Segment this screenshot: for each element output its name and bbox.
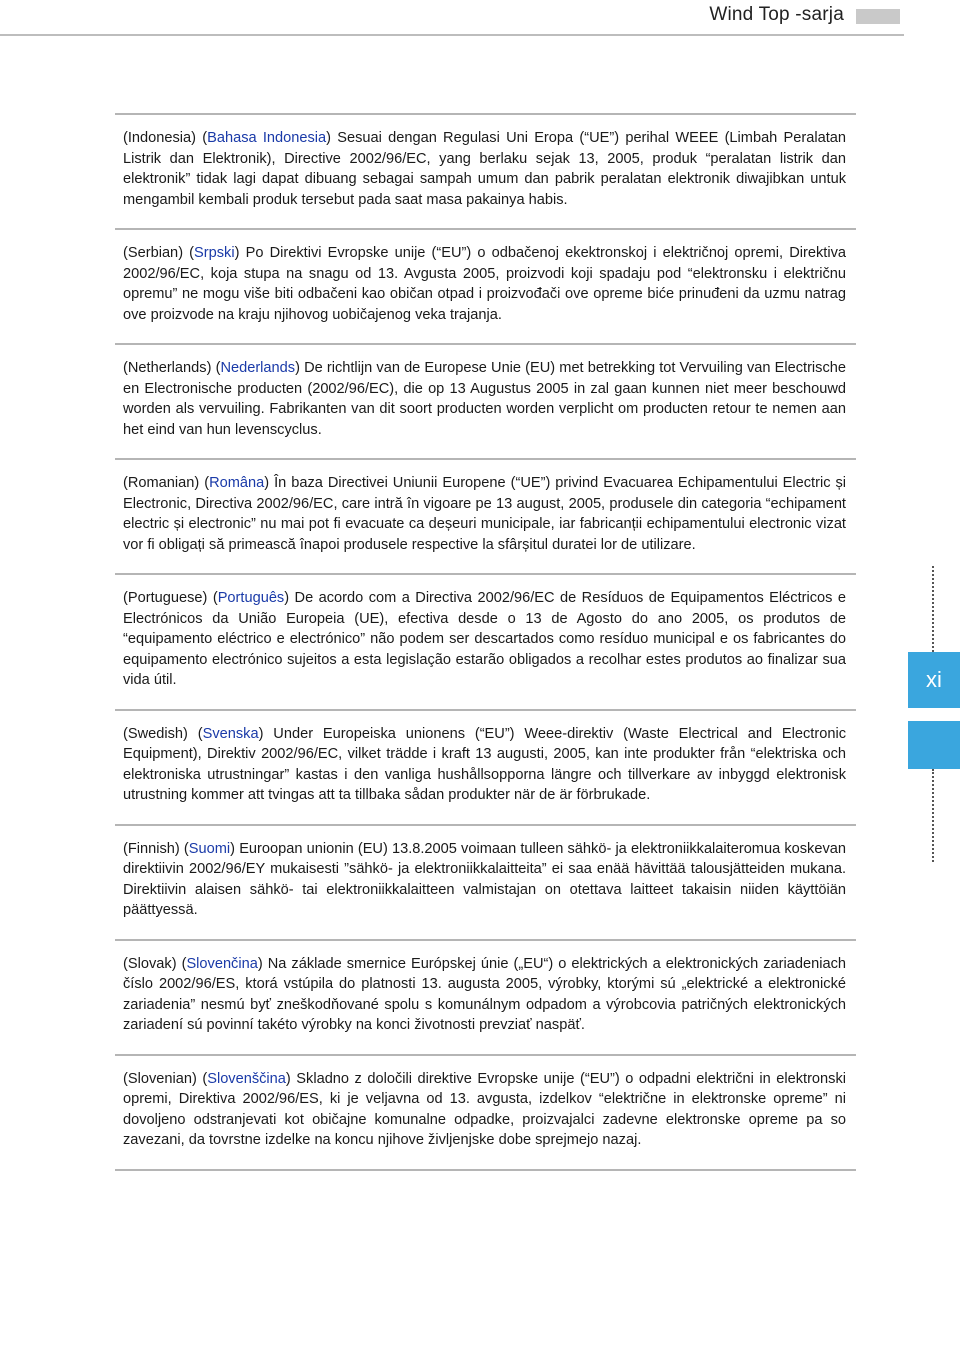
section-slovak [115,954,856,1036]
notice-text: Po Direktivi Evropske unije (“EU”) o odbačenoj ekektronskoj i električnoj opremi, Direktiva 2002/96/EC, koja stupa na snagu od 13. Avgusta 2005, proizvodi koji spadaju pod “elektronsku i električnu opremu” ne mogu više biti odbačeni kao običan otpad i proizvođači ove opreme biće prinuđeni da uzmu natrag ove proizvode na kraju njihovog uobičajenog veka trajanja. [123,245,846,323]
notice-paragraph: (Indonesia) (Bahasa Indonesia) Sesuai dengan Regulasi Uni Eropa (“UE”) perihal WEEE (Limbah Peralatan Listrik dan Elektronik), Directive 2002/96/EC, yang berlaku sejak 13, 2005, produk “peralatan listrik dan elektronik” tidak lagi dapat dibuang sebagai sampah umum dan pabrik peralatan elektronik diwajibkan untuk mengambil kembali produk tersebut pada saat masa pakainya habis. [123,130,847,208]
language-name: Serbian [127,245,179,261]
section-slovenian [115,1069,856,1151]
section-divider [115,573,856,575]
section-divider [115,458,856,460]
notice-text: De richtlijn van de Europese Unie (EU) met betrekking tot Vervuiling van Electrische en Electronische producten (2002/96/EC), die op 13 Augustus 2005 in zal gaan kunnen niet meer beschouwd worden als vervuiling. Fabrikanten van dit soort producten worden verplicht om producten retour te nemen aan het eind van hun levenscyclus. [123,360,846,438]
section-divider [115,709,856,711]
header-decoration-block [856,9,900,24]
language-name: Portuguese [127,590,203,606]
notice-text: În baza Directivei Uniunii Europene (“UE”) privind Evacuarea Echipamentului Electric și Electronic, Directiva 2002/96/EC, care intră în vigoare pe 13 august, 2005, produsele din categoria “echipament electric și electronic” nu mai pot fi evacuate ca deșeuri municipale, iar fabricanții echipamentului electronic vizat vor fi obligați să primească înapoi produsele respective la sfârșitul duratei lor de utilizare. [123,475,847,553]
notice-text: Sesuai dengan Regulasi Uni Eropa (“UE”) perihal WEEE (Limbah Peralatan Listrik dan Elektronik), Directive 2002/96/EC, yang berlaku sejak 13, 2005, produk “peralatan listrik dan elektronik” tidak lagi dapat dibuang sebagai sampah umum dan pabrik peralatan elektronik diwajibkan untuk mengambil kembali produk tersebut pada saat masa pakainya habis. [123,130,847,208]
language-name: Slovenian [127,1070,192,1087]
weee-notice-list [115,113,856,1171]
native-language-name: Suomi [188,840,231,857]
native-language-name: Slovenščina [207,1070,286,1087]
section-divider [115,939,856,941]
native-language-name: Português [217,590,285,606]
notice-paragraph: (Portuguese) (Português) De acordo com a Directiva 2002/96/EC de Resíduos de Equipamentos Eléctricos e Electrónicos da União Europeia (UE), efectiva desde o 13 de Agosto do ano 2005, os produtos de “equipamento eléctrico e electrónico” não podem ser descartados como resíduo municipal e os fabricantes do equipamento electrónico sujeitos a esta legislação estarão obligados a recolhar estes produtos ao finalizar sua vida útil. [123,590,846,688]
section-divider [115,228,856,230]
language-name: Romanian [127,475,195,491]
language-name: Slovak [127,955,172,972]
section-divider [115,1054,856,1056]
notice-paragraph: (Finnish) (Suomi) Euroopan unionin (EU) 13.8.2005 voimaan tulleen sähkö- ja elektroniikkalaiteromua koskevan direktiivin 2002/96/EY mukaisesti ”sähkö- ja elektroniikkalaitteita” ei saa enää hävittää talousjätteiden mukana. Direktiivin alaisen sähkö- tai elektroniikkalaitteen valmistajan on otettava laitteet takaisin niiden käyttöiän päättyessä. [123,840,846,918]
running-header-title: Wind Top -sarja [709,4,844,25]
dotted-rule [932,769,934,862]
header-rule [0,34,904,36]
notice-paragraph: (Serbian) (Srpski) Po Direktivi Evropske unije (“EU”) o odbačenoj ekektronskoj i električnoj opremi, Direktiva 2002/96/EC, koja stupa na snagu od 13. Avgusta 2005, proizvodi koji spadaju pod “elektronsku i električnu opremu” ne mogu više biti odbačeni kao običan otpad i proizvođači ove opreme biće prinuđeni da uzmu natrag ove proizvode na kraju njihovog uobičajenog veka trajanja. [123,245,846,323]
side-tab [908,566,960,862]
section-divider [115,824,856,826]
notice-text: De acordo com a Directiva 2002/96/EC de Resíduos de Equipamentos Eléctricos e Electrónicos da União Europeia (UE), efectiva desde o 13 de Agosto do ano 2005, os produtos de “equipamento eléctrico e electrónico” não podem ser descartados como resíduo municipal e os fabricantes do equipamento electrónico sujeitos a esta legislação estarão obligados a recolhar estes produtos ao finalizar sua vida útil. [123,590,846,688]
section-romanian [115,473,856,555]
native-language-name: Nederlands [220,360,296,376]
section-divider [115,343,856,345]
section-finnish [115,839,856,921]
section-divider [115,113,856,115]
notice-paragraph: (Swedish) (Svenska) Under Europeiska unionens (“EU”) Weee-direktiv (Waste Electrical and Electronic Equipment), Direktiv 2002/96/EC, vilket trädde i kraft 13 augusti, 2005, kan inte produkter från “elektriska och elektroniska utrustningar” kastas i den vanliga hushållsopporna längre och tillverkare av inbyggd elektronisk utrustning kommer att tvingas att ta tillbaka sådan produkter när de är förbrukade. [123,725,846,803]
notice-text: Under Europeiska unionens (“EU”) Weee-direktiv (Waste Electrical and Electronic Equipment), Direktiv 2002/96/EC, vilket trädde i kraft 13 augusti, 2005, kan inte produkter från “elektriska och elektroniska utrustningar” kastas i den vanliga hushållsopporna längre och tillverkare av inbyggd elektronisk utrustning kommer att tvingas att ta tillbaka sådan produkter när de är förbrukade. [123,725,846,803]
notice-paragraph: (Netherlands) (Nederlands) De richtlijn van de Europese Unie (EU) met betrekking tot Vervuiling van Electrische en Electronische producten (2002/96/EC), die op 13 Augustus 2005 in zal gaan kunnen niet meer beschouwd worden als vervuiling. Fabrikanten van dit soort producten worden verplicht om producten retour te nemen aan het eind van hun levenscyclus. [123,360,846,438]
page-number-badge: xi [908,652,960,708]
language-name: Finnish [127,840,175,857]
language-name: Swedish [127,725,184,742]
language-name: Indonesia [127,130,192,146]
native-language-name: Bahasa Indonesia [207,130,327,146]
section-divider [115,1169,856,1171]
dotted-rule [932,566,934,652]
notice-paragraph: (Romanian) (Româna) În baza Directivei Uniunii Europene (“UE”) privind Evacuarea Echipamentului Electric și Electronic, Directiva 2002/96/EC, care intră în vigoare pe 13 august, 2005, produsele din categoria “echipament electric și electronic” nu mai pot fi evacuate ca deșeuri municipale, iar fabricanții echipamentului electronic vizat vor fi obligați să primească înapoi produsele respective la sfârșitul duratei lor de utilizare. [123,475,847,553]
notice-text: Euroopan unionin (EU) 13.8.2005 voimaan tulleen sähkö- ja elektroniikkalaiteromua koskevan direktiivin 2002/96/EY mukaisesti ”sähkö- ja elektroniikkalaitteita” ei saa enää hävittää talousjätteiden mukana. Direktiivin alaisen sähkö- tai elektroniikkalaitteen valmistajan on otettava laitteet takaisin niiden käyttöiän päättyessä. [123,840,846,918]
section-netherlands [115,358,856,440]
language-name: Netherlands [127,360,207,376]
notice-text: Na základe smernice Európskej únie („EU“) o elektrických a elektronických zariadeniach číslo 2002/96/ES, ktorá vstúpila do platnosti 13. augusta 2005, výrobky, ktorými sú „elektrické a elektronické zariadenia” nesmú byť zneškodňované spolu s komunálnym odpadom a výrobcovia patričných elektronických zariadení sú povinní takéto výrobky na konci životnosti prevziať naspäť. [123,955,846,1033]
notice-paragraph: (Slovak) (Slovenčina) Na základe smernice Európskej únie („EU“) o elektrických a elektronických zariadeniach číslo 2002/96/ES, ktorá vstúpila do platnosti 13. augusta 2005, výrobky, ktorými sú „elektrické a elektronické zariadenia” nesmú byť zneškodňované spolu s komunálnym odpadom a výrobcovia patričných elektronických zariadení sú povinní takéto výrobky na konci životnosti prevziať naspäť. [123,955,846,1033]
section-swedish [115,724,856,806]
native-language-name: Srpski [194,245,235,261]
native-language-name: Slovenčina [186,955,258,972]
native-language-name: Svenska [202,725,259,742]
section-serbian [115,243,856,325]
side-tab-block [908,721,960,769]
section-indonesia [115,128,856,210]
notice-paragraph: (Slovenian) (Slovenščina) Skladno z določili direktive Evropske unije (“EU”) o odpadni električni in elektronski opremi, Direktiva 2002/96/ES, ki je veljavna od 13. avgusta, izdelkov “električne in elektronske opreme” ni dovoljeno odstranjevati kot običajne komunalne odpadke, proizvajalci zadevne elektronske opreme pa so zavezani, da tovrstne izdelke na koncu njihove življenjske dobe sprejmejo nazaj. [123,1070,847,1148]
section-portuguese [115,588,856,691]
notice-text: Skladno z določili direktive Evropske unije (“EU”) o odpadni električni in elektronski opremi, Direktiva 2002/96/ES, ki je veljavna od 13. avgusta, izdelkov “električne in elektronske opreme” ni dovoljeno odstranjevati kot običajne komunalne odpadke, proizvajalci zadevne elektronske opreme pa so zavezani, da tovrstne izdelke na koncu njihove življenjske dobe sprejmejo nazaj. [123,1070,847,1148]
native-language-name: Româna [209,475,265,491]
